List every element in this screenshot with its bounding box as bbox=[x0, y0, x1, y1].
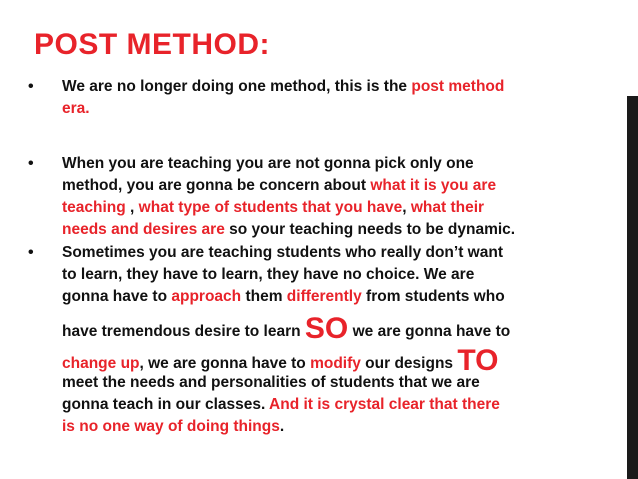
bullet-dot: • bbox=[28, 78, 34, 95]
bullet-line bbox=[62, 78, 504, 96]
slide-title: POST METHOD: bbox=[34, 28, 270, 61]
highlighted-text: what their bbox=[410, 199, 485, 216]
bullet-line bbox=[62, 221, 515, 239]
highlighted-text: post method bbox=[411, 78, 505, 95]
highlighted-text: era. bbox=[62, 100, 90, 117]
body-text: them bbox=[241, 288, 287, 305]
highlighted-text: is no one way of doing things bbox=[62, 418, 280, 435]
highlighted-text: approach bbox=[171, 288, 242, 305]
body-text: from students who bbox=[361, 288, 505, 305]
bullet-line bbox=[62, 396, 500, 414]
body-text: , bbox=[402, 199, 411, 216]
bullet-dot: • bbox=[28, 155, 34, 172]
emphasis-word: TO bbox=[457, 344, 499, 377]
highlighted-text: what it is you are bbox=[370, 177, 497, 194]
highlighted-text: teaching bbox=[62, 199, 131, 216]
body-text: method, you are gonna be concern about bbox=[62, 177, 371, 194]
body-text: We are no longer doing one method, this is the bbox=[62, 78, 412, 95]
emphasis-word: SO bbox=[304, 312, 349, 345]
bullet-line bbox=[62, 244, 503, 262]
body-text: so your teaching needs to be dynamic. bbox=[224, 221, 516, 238]
body-text: gonna teach in our classes. bbox=[62, 396, 270, 413]
body-text: we are gonna have to bbox=[348, 323, 511, 340]
bullet-dot: • bbox=[28, 244, 34, 261]
highlighted-text: change up bbox=[62, 355, 140, 372]
highlighted-text: differently bbox=[286, 288, 362, 305]
body-text: When you are teaching you are not gonna pick only one bbox=[62, 155, 474, 172]
body-text: , bbox=[130, 199, 139, 216]
bullet-line bbox=[62, 346, 498, 376]
bullet-line bbox=[62, 374, 480, 392]
bullet-line bbox=[62, 199, 484, 217]
body-text: gonna have to bbox=[62, 288, 172, 305]
highlighted-text: what type of students that you have bbox=[138, 199, 403, 216]
body-text: Sometimes you are teaching students who really don’t want bbox=[62, 244, 503, 261]
body-text: have tremendous desire to learn bbox=[62, 323, 305, 340]
highlighted-text: modify bbox=[310, 355, 361, 372]
bullet-line bbox=[62, 177, 496, 195]
body-text: . bbox=[279, 418, 285, 435]
right-edge-bar bbox=[627, 96, 638, 479]
body-text: , we are gonna have to bbox=[139, 355, 311, 372]
bullet-line bbox=[62, 266, 474, 284]
highlighted-text: needs and desires are bbox=[62, 221, 225, 238]
body-text: meet the needs and personalities of students that we are bbox=[62, 374, 480, 391]
highlighted-text: And it is crystal clear that there bbox=[269, 396, 500, 413]
body-text: to learn, they have to learn, they have no choice. We are bbox=[62, 266, 475, 283]
bullet-line bbox=[62, 288, 505, 306]
bullet-line bbox=[62, 100, 90, 118]
bullet-line bbox=[62, 418, 284, 436]
body-text: our designs bbox=[360, 355, 458, 372]
bullet-line bbox=[62, 155, 474, 173]
bullet-line bbox=[62, 314, 510, 344]
